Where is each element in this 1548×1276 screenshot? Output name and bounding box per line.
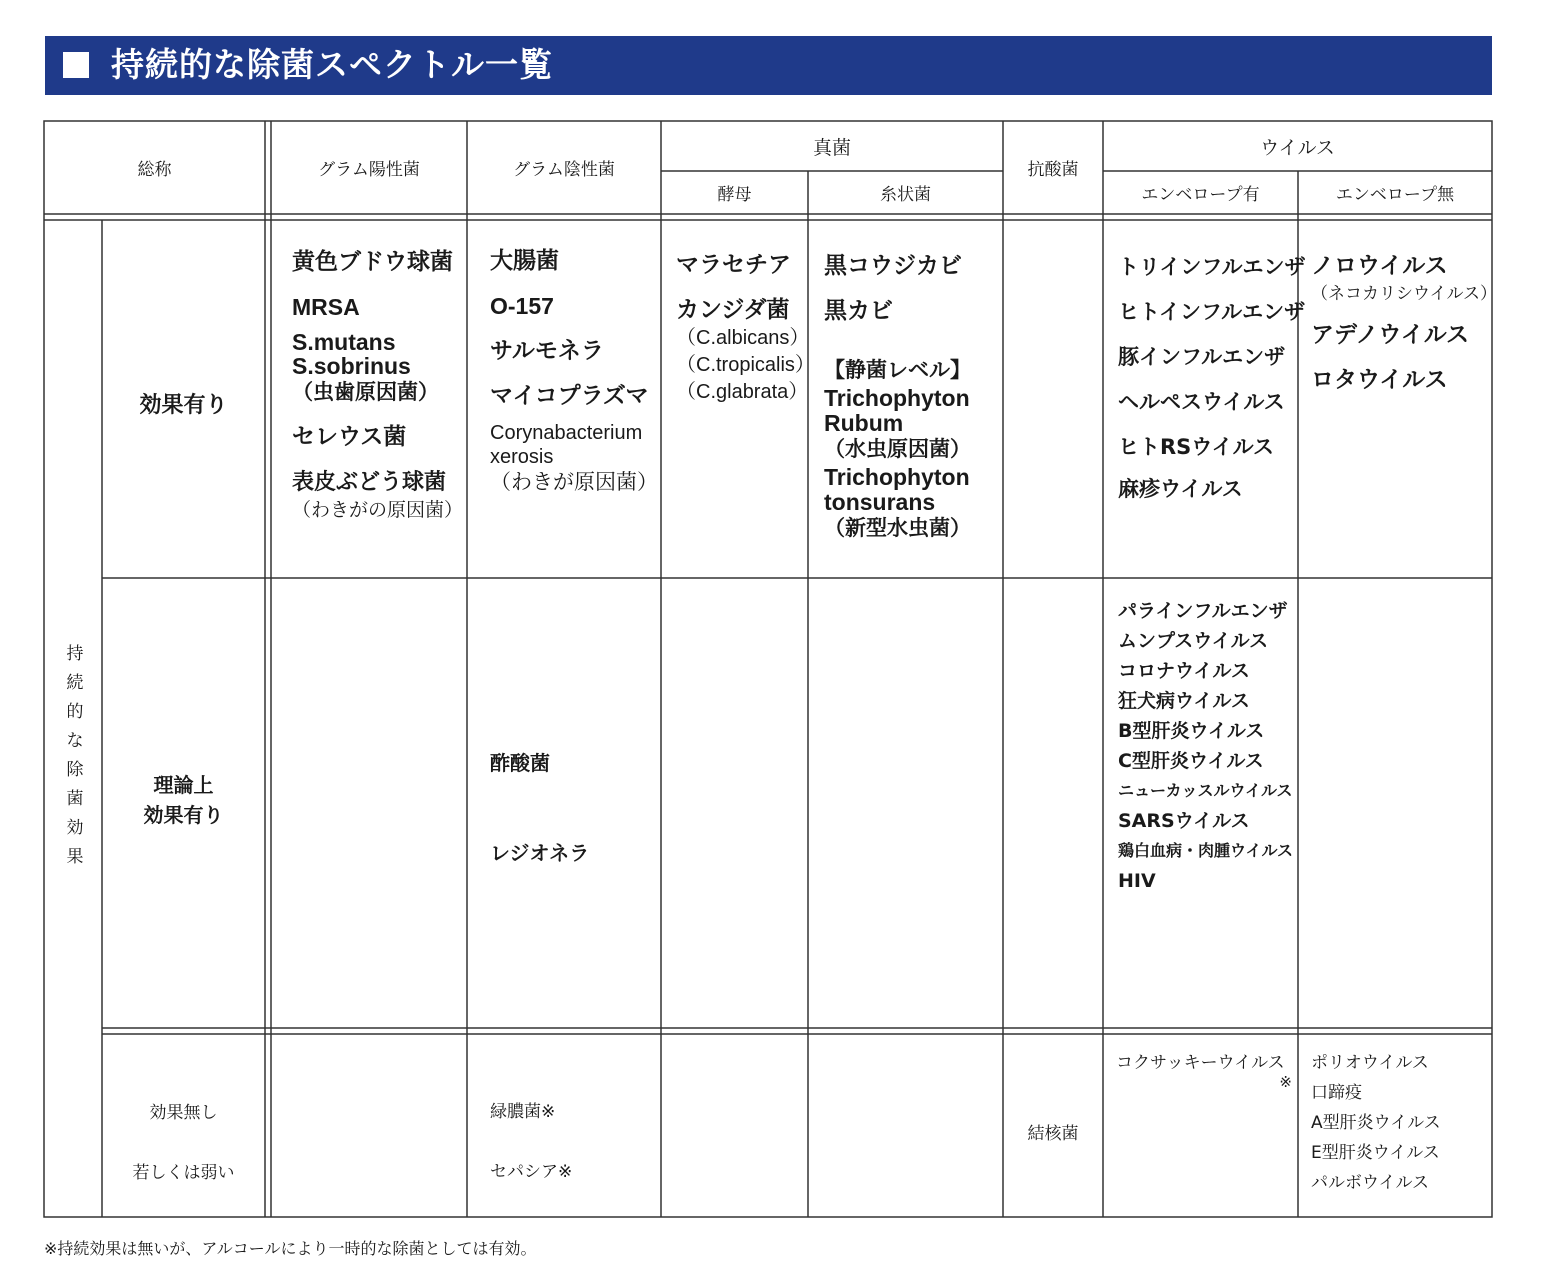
footnote: ※持続効果は無いが、アルコールにより一時的な除菌としては有効。	[44, 1239, 537, 1258]
list-item: ロタウイルス	[1311, 367, 1448, 393]
list-item: コクサッキーウイルス	[1116, 1053, 1285, 1073]
list-item: （水虫原因菌）	[824, 437, 971, 461]
header-virus: ウイルス	[1260, 136, 1335, 159]
row-label-theoretical: 理論上 効果有り	[143, 773, 224, 827]
header-enveloped: エンベロープ有	[1141, 185, 1260, 205]
row-label-ineffective: 効果無し 若しくは弱い	[132, 1103, 235, 1183]
list-item: ムンプスウイルス	[1118, 630, 1269, 652]
header-general: 総称	[137, 160, 172, 180]
row-label-effective: 効果有り	[139, 393, 228, 418]
side-label-sustained-effect: 持 続 的 な 除 菌 効 果	[66, 644, 84, 867]
header-gram-negative: グラム陰性菌	[513, 160, 615, 180]
list-item: レジオネラ	[490, 841, 590, 865]
footnote-mark: ※	[1279, 1073, 1292, 1091]
effective-non-enveloped-list	[1311, 252, 1497, 395]
list-item: ヒトRSウイルス	[1118, 435, 1275, 459]
list-item: Trichophyton	[824, 464, 970, 490]
ineffective-gram-negative-list	[490, 1082, 660, 1202]
list-item: 酢酸菌	[490, 751, 550, 775]
list-item: ニューカッスルウイルス	[1118, 781, 1293, 800]
list-item: A型肝炎ウイルス	[1311, 1113, 1441, 1133]
list-item: （新型水虫菌）	[824, 516, 971, 540]
effective-gram-positive-list	[292, 248, 464, 523]
list-item: 緑膿菌※	[490, 1102, 556, 1122]
page-title: 持続的な除菌スペクトル一覧	[111, 45, 553, 84]
list-item: B型肝炎ウイルス	[1118, 720, 1265, 742]
effective-yeast-list	[676, 251, 815, 406]
list-item: （C.albicans）	[676, 327, 810, 349]
list-item: S.sobrinus	[292, 353, 411, 379]
list-item: （虫歯原因菌）	[292, 380, 439, 404]
list-item: O-157	[490, 293, 554, 319]
header-mold: 糸状菌	[880, 185, 931, 205]
list-item: パルボウイルス	[1311, 1173, 1429, 1193]
list-item: S.mutans	[292, 329, 396, 355]
list-item: トリインフルエンザ	[1118, 255, 1306, 279]
list-item: ヘルペスウイルス	[1118, 390, 1285, 414]
effective-mold-list	[824, 252, 1002, 543]
list-item: （わきが原因菌）	[490, 470, 658, 494]
list-item: xerosis	[490, 446, 554, 468]
header-acid-fast: 抗酸菌	[1027, 160, 1079, 180]
list-item: （わきがの原因菌）	[292, 499, 464, 521]
header-gram-positive: グラム陽性菌	[318, 160, 420, 180]
effective-enveloped-list	[1118, 253, 1306, 504]
header-non-enveloped: エンベロープ無	[1335, 185, 1455, 205]
list-item: Rubum	[824, 410, 904, 436]
list-item: ポリオウイルス	[1311, 1053, 1429, 1073]
ineffective-acid-fast: 結核菌	[1027, 1123, 1079, 1144]
list-item: ヒトインフルエンザ	[1118, 300, 1306, 324]
list-item: SARSウイルス	[1118, 810, 1250, 832]
list-item: アデノウイルス	[1311, 322, 1470, 348]
list-item: tonsurans	[824, 489, 936, 515]
list-item: カンジダ菌	[676, 297, 790, 323]
list-item: （ネコカリシウイルス）	[1311, 284, 1497, 304]
list-item: セパシア※	[490, 1162, 573, 1182]
list-item: E型肝炎ウイルス	[1311, 1143, 1440, 1163]
list-item: （C.tropicalis）	[676, 354, 815, 376]
list-item: Corynabacterium	[490, 422, 643, 444]
list-item: パラインフルエンザ	[1118, 600, 1288, 622]
list-item: セレウス菌	[292, 424, 407, 450]
theoretical-enveloped-list	[1118, 596, 1298, 896]
header-yeast: 酵母	[717, 185, 752, 205]
list-item: （C.glabrata）	[676, 381, 809, 403]
effective-gram-negative-list	[490, 247, 660, 495]
list-item: 表皮ぶどう球菌	[292, 470, 447, 495]
list-item: Trichophyton	[824, 385, 970, 411]
theoretical-gram-negative-list	[490, 750, 660, 866]
list-item: マイコプラズマ	[490, 383, 649, 409]
list-item: ノロウイルス	[1311, 253, 1448, 279]
list-item: 黄色ブドウ球菌	[292, 249, 453, 275]
list-item: マラセチア	[676, 252, 791, 278]
ineffective-enveloped	[1116, 1051, 1292, 1089]
list-item: 黒カビ	[824, 298, 893, 324]
list-item: 大腸菌	[490, 248, 559, 274]
list-item: C型肝炎ウイルス	[1118, 750, 1264, 772]
list-item: 黒コウジカビ	[824, 253, 962, 279]
ineffective-non-enveloped-list	[1311, 1048, 1492, 1198]
list-item: 豚インフルエンザ	[1118, 345, 1286, 369]
list-item: 口蹄疫	[1311, 1083, 1362, 1103]
list-item: 狂犬病ウイルス	[1118, 690, 1250, 712]
list-item: コロナウイルス	[1118, 660, 1250, 682]
list-item: HIV	[1118, 870, 1156, 892]
header-fungi: 真菌	[812, 136, 851, 159]
list-item: 【静菌レベル】	[824, 358, 971, 382]
list-item: サルモネラ	[490, 338, 604, 364]
list-item: MRSA	[292, 294, 360, 320]
list-item: 鶏白血病・肉腫ウイルス	[1118, 841, 1294, 860]
list-item: 麻疹ウイルス	[1118, 477, 1243, 501]
